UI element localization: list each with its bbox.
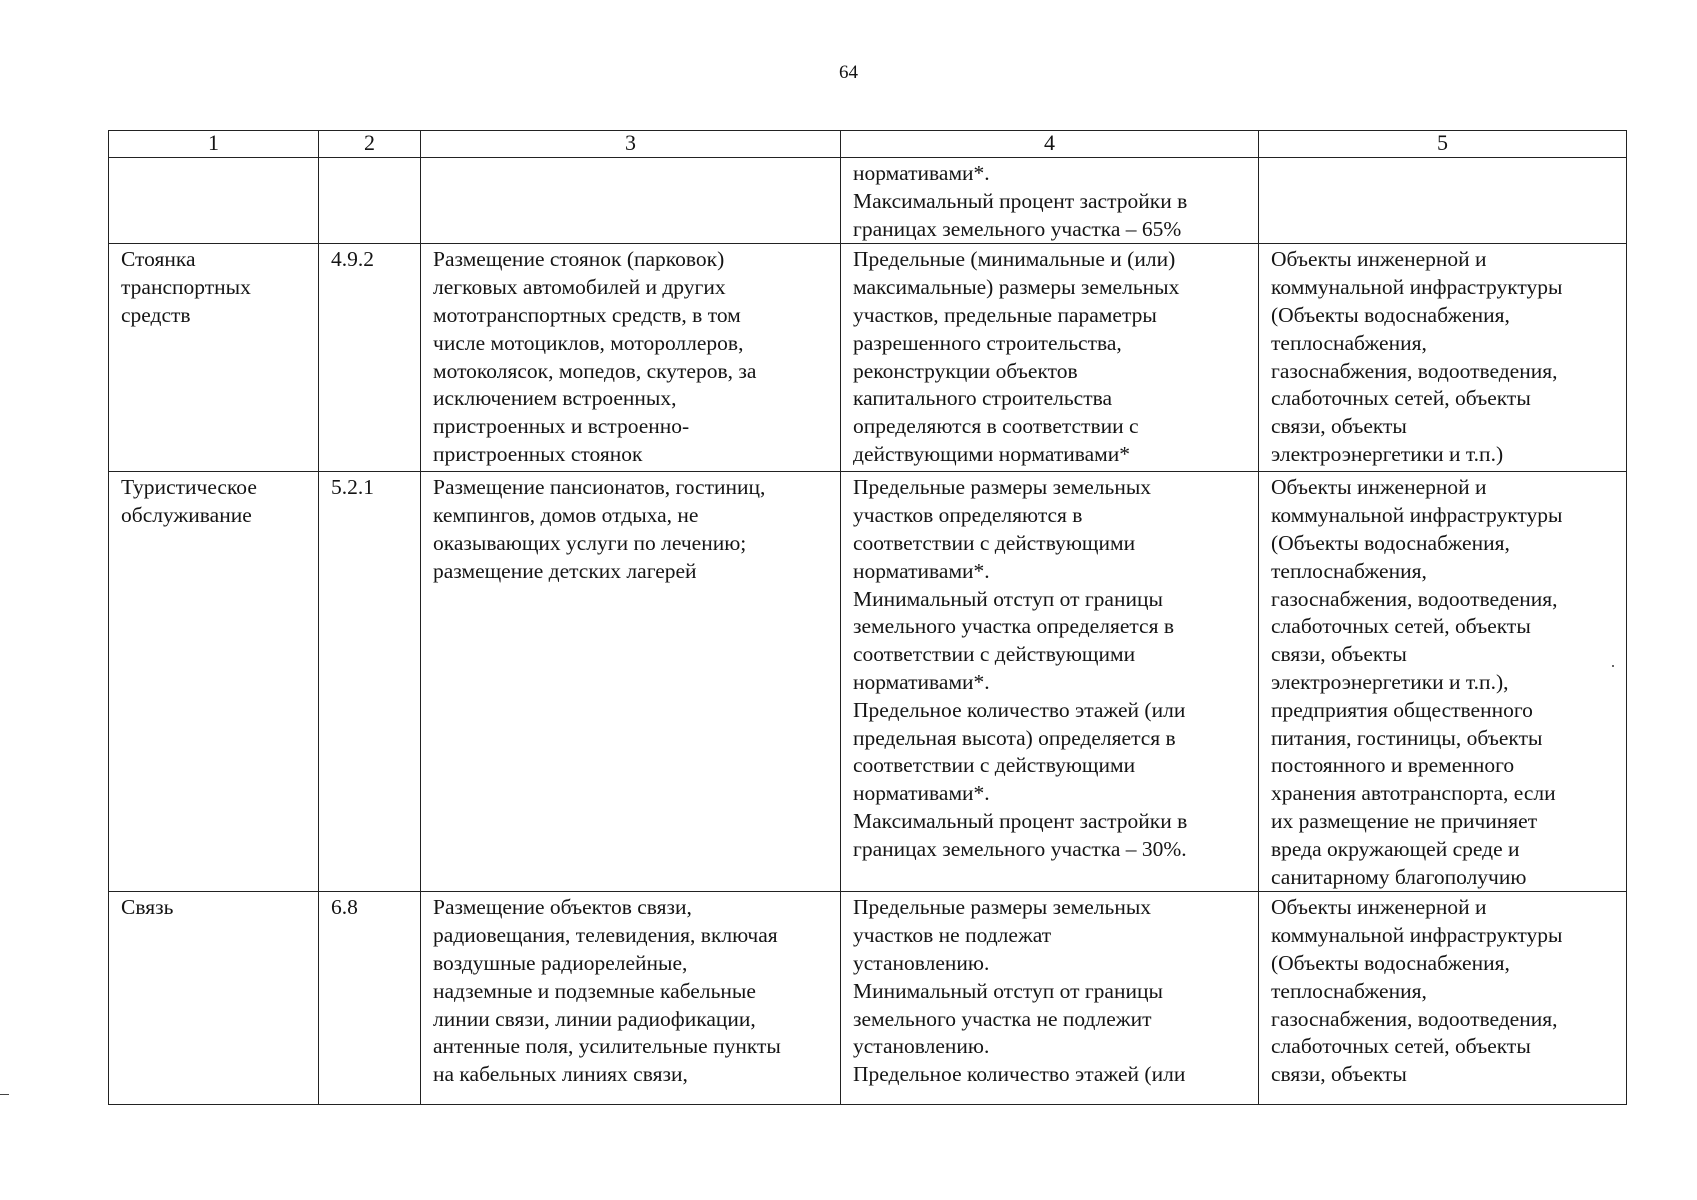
text-line: (Объекты водоснабжения, xyxy=(1271,950,1510,975)
scan-edge-mark xyxy=(0,1094,9,1095)
text-line: мотоколясок, мопедов, скутеров, за xyxy=(433,358,757,383)
text-line: Предельные размеры земельных xyxy=(853,475,1152,500)
cell-use-name xyxy=(109,472,319,892)
text-line: установлению. xyxy=(853,950,990,975)
text-line: слаботочных сетей, объекты xyxy=(1271,1034,1531,1059)
text-line: пристроенных и встроенно- xyxy=(433,414,690,439)
land-use-regulations-table xyxy=(108,130,1627,1105)
text-line: коммунальной инфраструктуры xyxy=(1271,503,1563,528)
cell-use-description xyxy=(421,244,841,472)
text-line: размещение детских лагерей xyxy=(433,558,697,583)
column-header-4: 4 xyxy=(841,131,1259,158)
text-line: связи, объекты xyxy=(1271,414,1407,439)
column-header-1: 1 xyxy=(109,131,319,158)
text-line: средств xyxy=(121,302,191,327)
text-line: на кабельных линиях связи, xyxy=(433,1062,688,1087)
text-line: газоснабжения, водоотведения, xyxy=(1271,586,1558,611)
text-line: действующими нормативами* xyxy=(853,441,1131,466)
text-line: земельного участка определяется в xyxy=(853,614,1174,639)
cell-use-description xyxy=(421,158,841,244)
text-line: слаботочных сетей, объекты xyxy=(1271,614,1531,639)
text-line: Максимальный процент застройки в xyxy=(853,808,1188,833)
text-line: Размещение пансионатов, гостиниц, xyxy=(433,475,766,500)
text-line: Предельное количество этажей (или xyxy=(853,697,1186,722)
text-line: соответствии с действующими xyxy=(853,753,1136,778)
text-line: воздушные радиорелейные, xyxy=(433,950,688,975)
text-line: (Объекты водоснабжения, xyxy=(1271,530,1510,555)
text-line: радиовещания, телевидения, включая xyxy=(433,923,778,948)
text-line: соответствии с действующими xyxy=(853,642,1136,667)
cell-auxiliary-uses xyxy=(1259,472,1627,892)
cell-use-name xyxy=(109,158,319,244)
text-line: Предельные размеры земельных xyxy=(853,895,1152,920)
text-line: Туристическое xyxy=(121,475,257,500)
text-line: Объекты инженерной и xyxy=(1271,895,1487,920)
text-line: линии связи, линии радиофикации, xyxy=(433,1006,756,1031)
page-number: 64 xyxy=(839,62,858,83)
text-line: исключением встроенных, xyxy=(433,386,677,411)
cell-parameters xyxy=(841,158,1259,244)
text-line: нормативами*. xyxy=(853,781,990,806)
text-line: (Объекты водоснабжения, xyxy=(1271,302,1510,327)
text-line: газоснабжения, водоотведения, xyxy=(1271,1006,1558,1031)
text-line: Объекты инженерной и xyxy=(1271,247,1487,272)
text-line: хранения автотранспорта, если xyxy=(1271,781,1556,806)
text-line: нормативами*. xyxy=(853,161,990,185)
text-line: предельная высота) определяется в xyxy=(853,725,1176,750)
text-line: реконструкции объектов xyxy=(853,358,1078,383)
text-line: капитального строительства xyxy=(853,386,1113,411)
text-line: вреда окружающей среде и xyxy=(1271,836,1520,861)
text-line: соответствии с действующими xyxy=(853,530,1136,555)
column-header-2: 2 xyxy=(319,131,421,158)
text-line: Предельное количество этажей (или xyxy=(853,1062,1186,1087)
cell-auxiliary-uses xyxy=(1259,892,1627,1105)
text-line: нормативами*. xyxy=(853,669,990,694)
table-row-continued xyxy=(109,158,1627,244)
text-line: числе мотоциклов, мотороллеров, xyxy=(433,330,744,355)
text-line: Минимальный отступ от границы xyxy=(853,978,1163,1003)
text-line: слаботочных сетей, объекты xyxy=(1271,386,1531,411)
text-line: коммунальной инфраструктуры xyxy=(1271,275,1563,300)
text-line: Размещение объектов связи, xyxy=(433,895,692,920)
text-line: питания, гостиницы, объекты xyxy=(1271,725,1543,750)
column-header-3: 3 xyxy=(421,131,841,158)
text-line: Объекты инженерной и xyxy=(1271,475,1487,500)
text-line: постоянного и временного xyxy=(1271,753,1515,778)
text-line: пристроенных стоянок xyxy=(433,441,643,466)
text-line: земельного участка не подлежит xyxy=(853,1006,1152,1031)
text-line: Стоянка xyxy=(121,247,196,272)
text-line: мототранспортных средств, в том xyxy=(433,302,741,327)
text-line: надземные и подземные кабельные xyxy=(433,978,756,1003)
table-row-communications xyxy=(109,892,1627,1105)
cell-parameters xyxy=(841,892,1259,1105)
text-line: Связь xyxy=(121,895,174,920)
text-line: определяются в соответствии с xyxy=(853,414,1139,439)
cell-auxiliary-uses xyxy=(1259,158,1627,244)
text-line: антенные поля, усилительные пункты xyxy=(433,1034,781,1059)
cell-use-code: 5.2.1 xyxy=(319,472,421,892)
column-number-header-row xyxy=(109,131,1627,158)
text-line: электроэнергетики и т.п.) xyxy=(1271,441,1504,466)
column-header-5: 5 xyxy=(1259,131,1627,158)
text-line: Максимальный процент застройки в xyxy=(853,188,1188,213)
text-line: теплоснабжения, xyxy=(1271,558,1427,583)
cell-use-name xyxy=(109,244,319,472)
text-line: Предельные (минимальные и (или) xyxy=(853,247,1176,272)
cell-use-name xyxy=(109,892,319,1105)
text-line: установлению. xyxy=(853,1034,990,1059)
text-line: связи, объекты xyxy=(1271,1062,1407,1087)
cell-parameters xyxy=(841,472,1259,892)
table-row-vehicle-parking xyxy=(109,244,1627,472)
cell-use-description xyxy=(421,472,841,892)
text-line: оказывающих услуги по лечению; xyxy=(433,530,747,555)
text-line: границах земельного участка – 65% xyxy=(853,216,1182,241)
text-line: Размещение стоянок (парковок) xyxy=(433,247,725,272)
text-line: их размещение не причиняет xyxy=(1271,808,1538,833)
text-line: участков не подлежат xyxy=(853,923,1052,948)
text-line: электроэнергетики и т.п.), xyxy=(1271,669,1509,694)
text-line: обслуживание xyxy=(121,503,252,528)
scan-dust-mark xyxy=(1612,665,1614,667)
cell-use-description xyxy=(421,892,841,1105)
cell-auxiliary-uses xyxy=(1259,244,1627,472)
text-line: коммунальной инфраструктуры xyxy=(1271,923,1563,948)
cell-use-code: 6.8 xyxy=(319,892,421,1105)
text-line: легковых автомобилей и других xyxy=(433,275,726,300)
text-line: связи, объекты xyxy=(1271,642,1407,667)
cell-use-code: 4.9.2 xyxy=(319,244,421,472)
text-line: участков, предельные параметры xyxy=(853,302,1157,327)
text-line: участков определяются в xyxy=(853,503,1083,528)
text-line: санитарному благополучию xyxy=(1271,864,1527,889)
text-line: предприятия общественного xyxy=(1271,697,1533,722)
cell-use-code xyxy=(319,158,421,244)
text-line: границах земельного участка – 30%. xyxy=(853,836,1187,861)
table-row-tourist-services xyxy=(109,472,1627,892)
text-line: теплоснабжения, xyxy=(1271,978,1427,1003)
cell-parameters xyxy=(841,244,1259,472)
text-line: Минимальный отступ от границы xyxy=(853,586,1163,611)
text-line: транспортных xyxy=(121,275,251,300)
text-line: разрешенного строительства, xyxy=(853,330,1122,355)
text-line: нормативами*. xyxy=(853,558,990,583)
text-line: максимальные) размеры земельных xyxy=(853,275,1180,300)
text-line: кемпингов, домов отдыха, не xyxy=(433,503,699,528)
text-line: газоснабжения, водоотведения, xyxy=(1271,358,1558,383)
text-line: теплоснабжения, xyxy=(1271,330,1427,355)
